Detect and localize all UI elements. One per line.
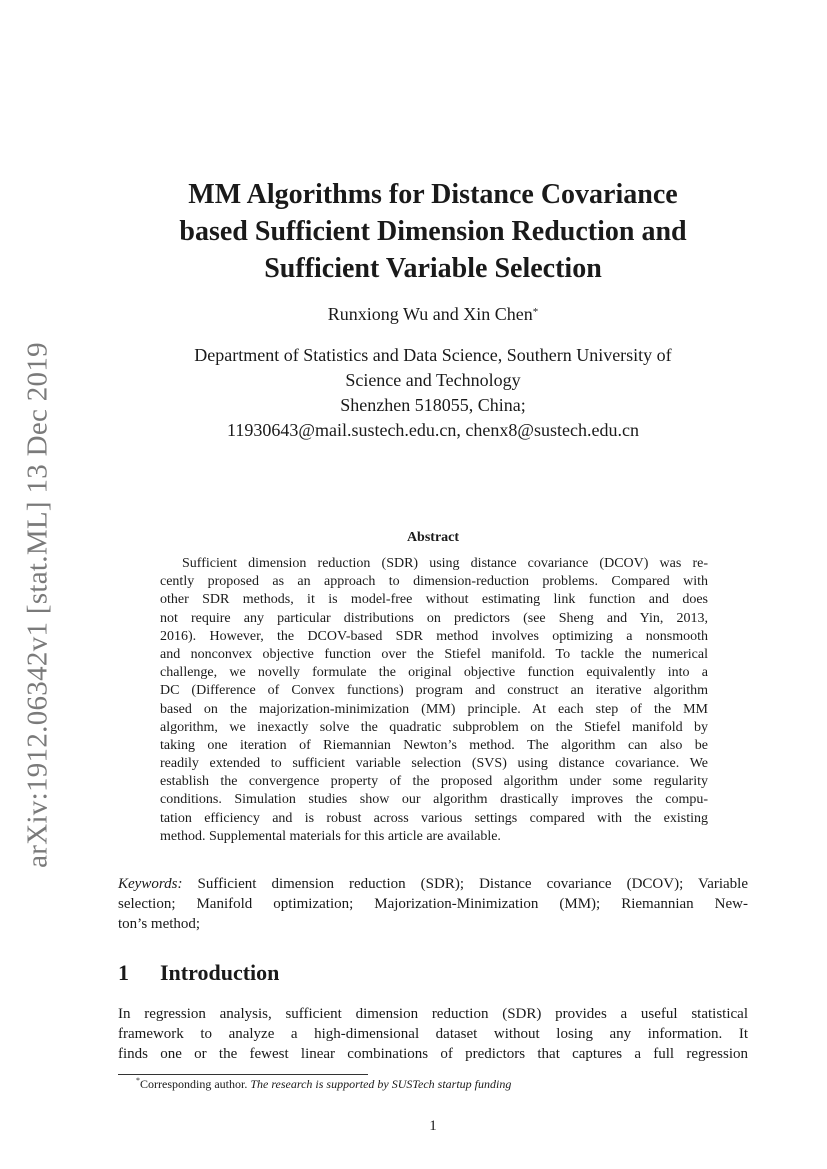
abstract-line: challenge, we novelly formulate the original objective function equivalently into a [160, 665, 708, 681]
title-line: MM Algorithms for Distance Covariance [188, 179, 678, 210]
abstract-line: conditions. Simulation studies show our algorithm drastically improves the compu- [160, 792, 708, 808]
affiliation-line: Science and Technology [345, 370, 521, 390]
abstract-line: and nonconvex objective function over the Stiefel manifold. To tackle the numerical [160, 646, 708, 662]
footnote-note: The research is supported by SUSTech startup funding [250, 1077, 512, 1091]
abstract-line: readily extended to sufficient variable selection (SVS) using distance covariance. We [160, 756, 708, 772]
keywords-line [118, 875, 748, 895]
introduction-paragraph [118, 1004, 748, 1064]
intro-line: finds one or the fewest linear combinations of predictors that captures a full regression [118, 1046, 748, 1062]
abstract-line: establish the convergence property of the proposed algorithm under some regularity [160, 774, 708, 790]
abstract-line: Sufficient dimension reduction (SDR) using distance covariance (DCOV) was re- [182, 556, 708, 571]
email-line: 11930643@mail.sustech.edu.cn, chenx8@sustech.edu.cn [227, 420, 639, 440]
abstract-line: DC (Difference of Convex functions) program and construct an iterative algorithm [160, 683, 708, 699]
abstract-line: taking one iteration of Riemannian Newton’s method. The algorithm can also be [160, 737, 708, 753]
abstract-line: 2016). However, the DCOV-based SDR method involves optimizing a nonsmooth [160, 628, 708, 644]
abstract-heading: Abstract [406, 530, 460, 545]
page-number: 1 [429, 1118, 437, 1134]
title-line: based Sufficient Dimension Reduction and [179, 216, 687, 247]
corresponding-author-mark: * [532, 306, 539, 318]
abstract-line: based on the majorization-minimization (MM) principle. At each step of the MM [160, 701, 708, 717]
keywords-line: selection; Manifold optimization; Majorization-Minimization (MM); Riemannian New- [118, 895, 748, 912]
affiliation-block [110, 343, 756, 443]
intro-line: In regression analysis, sufficient dimension reduction (SDR) provides a useful statistical [118, 1006, 748, 1022]
section-title: Introduction [160, 960, 280, 985]
keywords-label: Keywords: [118, 876, 183, 892]
keywords-line: ton’s method; [118, 915, 201, 932]
author-list [110, 303, 756, 325]
footnote [136, 1077, 511, 1092]
footnote-label: Corresponding author. [140, 1077, 248, 1091]
keywords-text: Sufficient dimension reduction (SDR); Distance covariance (DCOV); Variable [197, 876, 749, 892]
footnote-mark: * [136, 1076, 140, 1085]
paper-title [110, 176, 756, 287]
abstract-line: other SDR methods, it is model-free without estimating link function and does [160, 592, 708, 608]
title-line: Sufficient Variable Selection [264, 253, 602, 284]
abstract-line: not require any particular distributions on predictors (see Sheng and Yin, 2013, [160, 610, 708, 626]
keywords-block [118, 875, 748, 934]
abstract-body [160, 555, 708, 846]
section-heading-introduction [118, 960, 279, 986]
footnote-divider [118, 1074, 368, 1075]
affiliation-line: Shenzhen 518055, China; [340, 395, 526, 415]
affiliation-line: Department of Statistics and Data Science, Southern University of [194, 345, 672, 365]
abstract-line: cently proposed as an approach to dimension-reduction problems. Compared with [160, 574, 708, 590]
abstract-line: tation efficiency and is robust across various settings compared with the existing [160, 810, 708, 826]
intro-line: framework to analyze a high-dimensional dataset without losing any information. It [118, 1026, 748, 1042]
abstract-line: method. Supplemental materials for this article are available. [160, 828, 501, 844]
author-names: Runxiong Wu and Xin Chen [327, 304, 533, 324]
abstract-line: algorithm, we inexactly solve the quadratic subproblem on the Stiefel manifold by [160, 719, 708, 735]
arxiv-identifier-stamp: arXiv:1912.06342v1 [stat.ML] 13 Dec 2019 [21, 342, 54, 868]
section-number: 1 [118, 960, 129, 985]
